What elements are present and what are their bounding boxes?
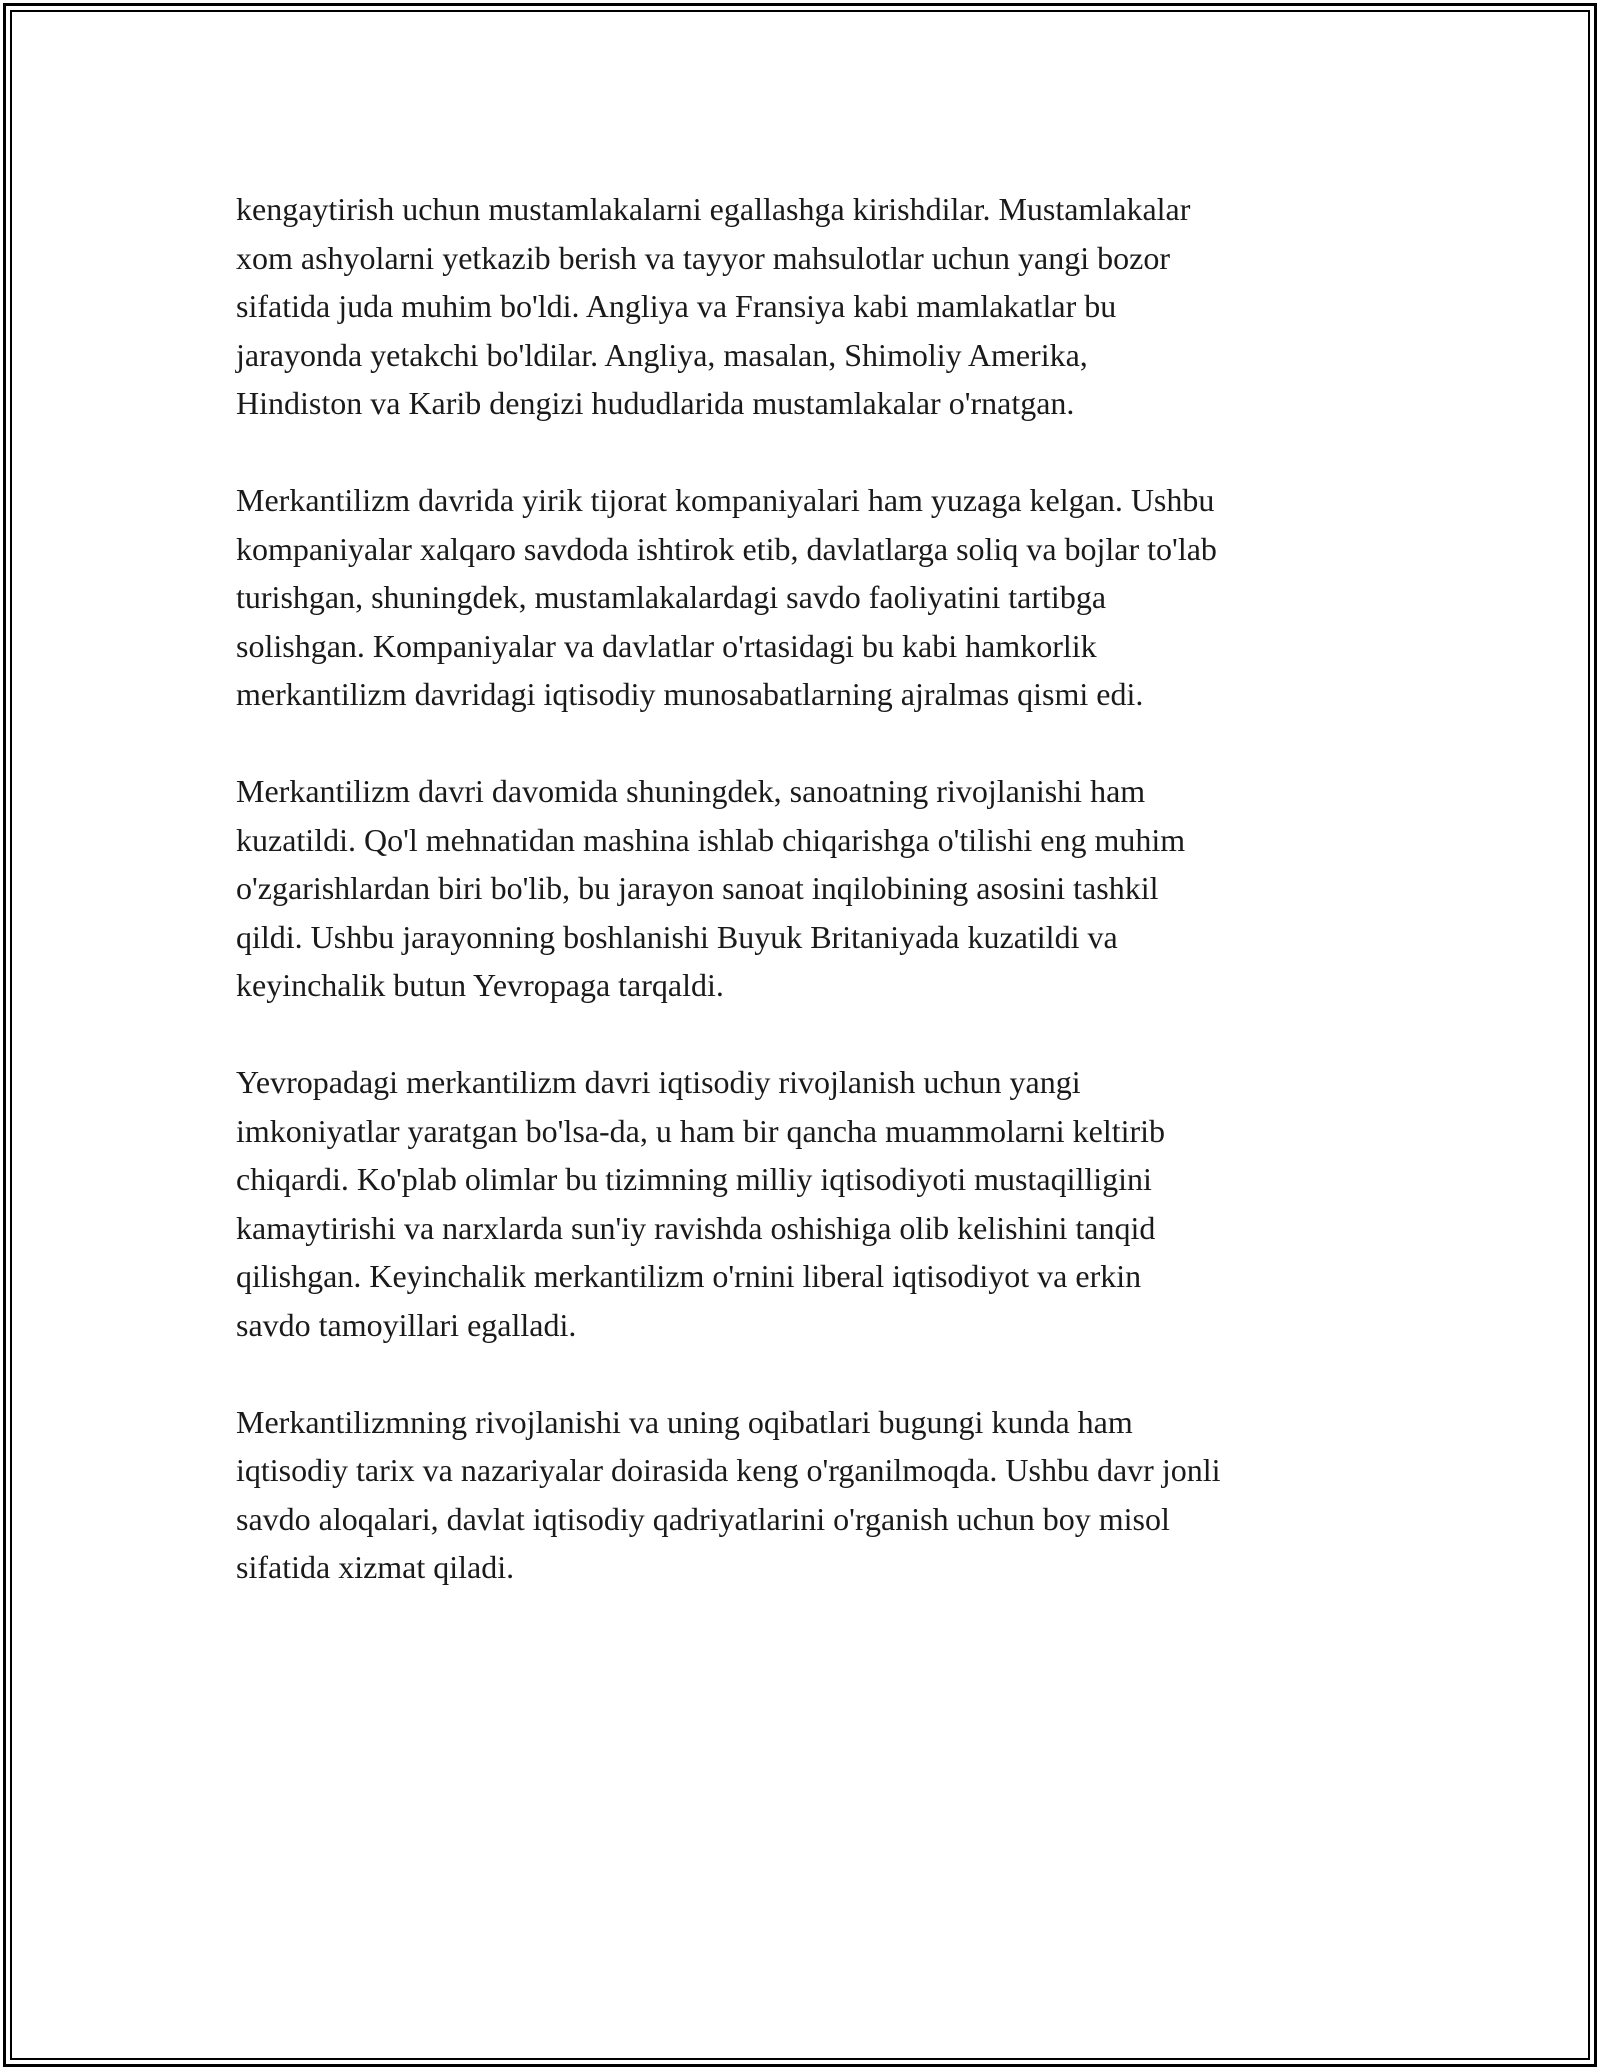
text-line: Merkantilizm davri davomida shuningdek, sanoatning rivojlanishi ham (236, 773, 1146, 809)
paragraph-4 (236, 1058, 1406, 1349)
text-line: Merkantilizmning rivojlanishi va uning oqibatlari bugungi kunda ham (236, 1403, 1133, 1440)
text-line: kuzatildi. Qo'l mehnatidan mashina ishlab chiqarishga o'tilishi eng muhim (236, 821, 1186, 858)
text-line: keyinchalik butun Yevropaga tarqaldi. (236, 967, 724, 1003)
text-line: kengaytirish uchun mustamlakalarni egallashga kirishdilar. Mustamlakalar (236, 191, 1191, 227)
text-line: qilishgan. Keyinchalik merkantilizm o'rnini liberal iqtisodiyot va erkin (236, 1258, 1142, 1294)
text-line: chiqardi. Ko'plab olimlar bu tizimning milliy iqtisodiyoti mustaqilligini (236, 1161, 1152, 1197)
text-line: o'zgarishlardan biri bo'lib, bu jarayon sanoat inqilobining asosini tashkil (236, 870, 1159, 906)
text-line: merkantilizm davridagi iqtisodiy munosabatlarning ajralmas qismi edi. (236, 676, 1144, 712)
document-body (236, 185, 1406, 1640)
text-line: solishgan. Kompaniyalar va davlatlar o'rtasidagi bu kabi hamkorlik (236, 627, 1097, 664)
text-line: qildi. Ushbu jarayonning boshlanishi Buyuk Britaniyada kuzatildi va (236, 918, 1118, 955)
paragraph-2 (236, 476, 1406, 719)
text-line: iqtisodiy tarix va nazariyalar doirasida keng o'rganilmoqda. Ushbu davr jonli (236, 1452, 1221, 1488)
text-line: savdo aloqalari, davlat iqtisodiy qadriyatlarini o'rganish uchun boy misol (236, 1500, 1170, 1537)
text-line: xom ashyolarni yetkazib berish va tayyor mahsulotlar uchun yangi bozor (236, 239, 1170, 276)
text-line: turishgan, shuningdek, mustamlakalardagi savdo faoliyatini tartibga (236, 579, 1107, 615)
text-line: Hindiston va Karib dengizi hududlarida mustamlakalar o'rnatgan. (236, 385, 1075, 421)
paragraph-1 (236, 185, 1406, 428)
text-line: savdo tamoyillari egalladi. (236, 1306, 577, 1343)
text-line: jarayonda yetakchi bo'ldilar. Angliya, masalan, Shimoliy Amerika, (236, 336, 1088, 373)
paragraph-3 (236, 767, 1406, 1010)
text-line: sifatida xizmat qiladi. (236, 1549, 515, 1585)
text-line: Merkantilizm davrida yirik tijorat kompaniyalari ham yuzaga kelgan. Ushbu (236, 482, 1215, 518)
text-line: imkoniyatlar yaratgan bo'lsa-da, u ham bir qancha muammolarni keltirib (236, 1112, 1166, 1149)
text-line: Yevropadagi merkantilizm davri iqtisodiy rivojlanish uchun yangi (236, 1064, 1081, 1100)
paragraph-5 (236, 1398, 1406, 1592)
text-line: kamaytirishi va narxlarda sun'iy ravishda oshishiga olib kelishini tanqid (236, 1209, 1156, 1246)
text-line: sifatida juda muhim bo'ldi. Angliya va Fransiya kabi mamlakatlar bu (236, 288, 1117, 324)
text-line: kompaniyalar xalqaro savdoda ishtirok etib, davlatlarga soliq va bojlar to'lab (236, 530, 1217, 567)
